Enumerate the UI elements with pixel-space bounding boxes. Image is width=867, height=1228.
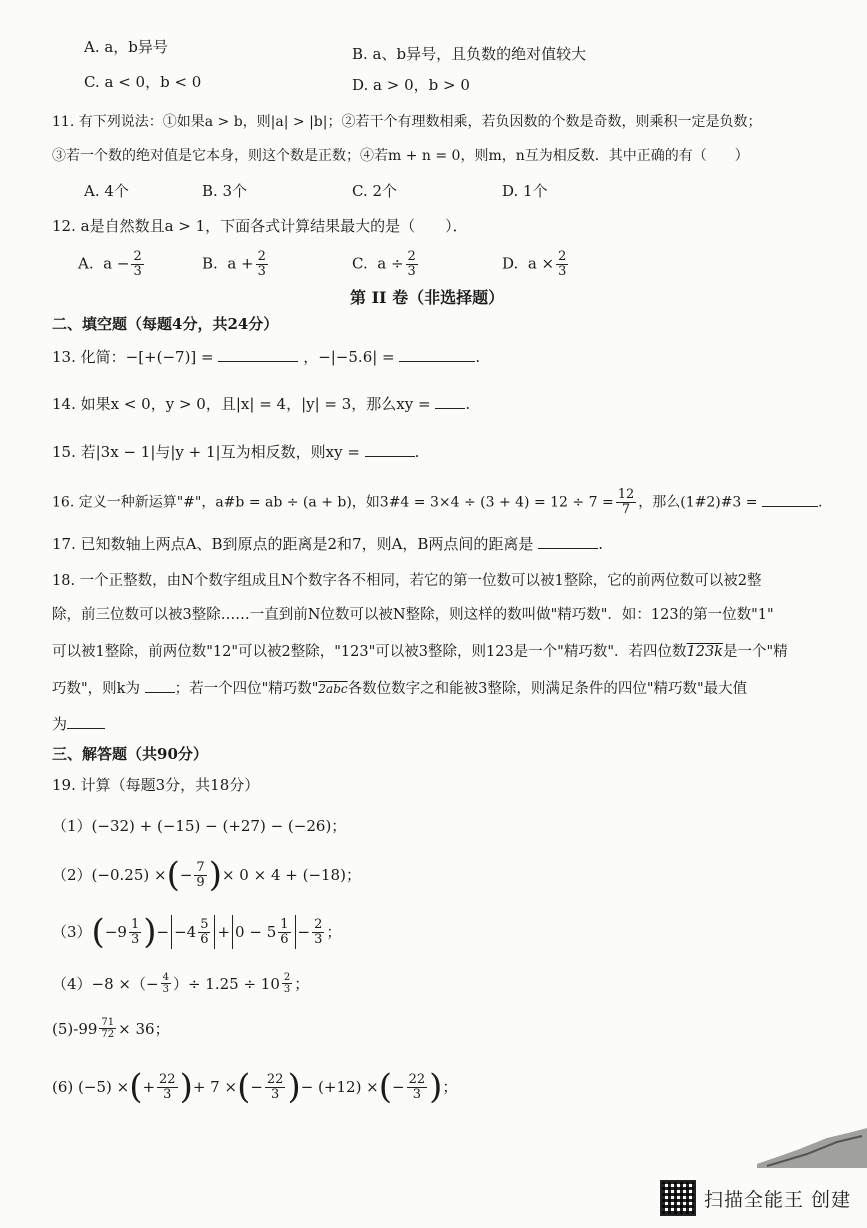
q15-answer-blank[interactable] [365,442,415,457]
qr-code-icon [660,1180,696,1216]
q11-line1: 11. 有下列说法：①如果a > b，则|a| > |b|；②若干个有理数相乘，若负因数的个数是奇数，则乘积一定是负数； [52,114,762,130]
q17-answer-blank[interactable] [538,534,598,549]
q18-line3: 可以被1整除，前两位数"12"可以被2整除，"123"可以被3整除，则123是一个"精巧数"．若四位数123k是一个"精 [52,644,788,660]
q16-answer-blank[interactable] [762,492,818,507]
q11-option-b: B. 3个 [202,182,248,200]
q13-answer-blank-2[interactable] [399,347,475,362]
q18-line4: 巧数"，则k为 ；若一个四位"精巧数"2abc各数位数字之和能被3整除，则满足条件的四位"精巧数"最大值 [52,678,747,700]
q17: 17. 已知数轴上两点A、B到原点的距离是2和7，则A，B两点间的距离是 . [52,535,603,553]
section3-heading: 三、解答题（共90分） [52,745,208,763]
q11-option-a: A. 4个 [84,182,129,200]
q10-option-d: D. a > 0，b > 0 [352,76,470,94]
scan-smudge [757,1128,867,1168]
q13: 13. 化简：−[+(−7)] = ，−|−5.6| = . [52,348,481,366]
q12-option-b: B. a + $\frac{2}{3}$ [202,249,266,279]
section2-heading: 二、填空题（每题4分，共24分） [52,315,279,333]
part2-title: 第 II 卷（非选择题） [350,288,505,307]
q15: 15. 若|3x − 1|与|y + 1|互为相反数，则xy = . [52,443,420,461]
q10-option-b: B. a、b异号，且负数的绝对值较大 [352,45,587,63]
q10-option-a: A. a，b异号 [84,38,168,56]
q14-answer-blank[interactable] [435,394,465,409]
q19-part3: （3） ( −9 $\frac{1}{3}$ ) − −4 $\frac{5}{6}$ + 0 − 5 $\frac{1}{6}$ − $\frac{2}{3}$ ； [52,912,342,952]
q11-option-c: C. 2个 [352,182,398,200]
q11-line2: ③若一个数的绝对值是它本身，则这个数是正数；④若m + n = 0，则m，n互为相反数．其中正确的有（ ） [52,148,749,164]
q12-option-a: A. a − $\frac{2}{3}$ [78,249,142,279]
q12-option-c: C. a ÷ $\frac{2}{3}$ [352,249,416,279]
q16: 16. 定义一种新运算"#"，a#b = ab ÷ (a + b)，如3#4 = 3×4 ÷ (3 + 4) = 12 ÷ 7 = $\frac{12}{7}$ ，那么(1#2)#3 = . [52,487,823,517]
q18-line1: 18. 一个正整数，由N个数字组成且N个数字各不相同，若它的第一位数可以被1整除，它的前两位数可以被2整 [52,573,762,589]
q19-part2: （2）(−0.25) × ( − $\frac{7}{9}$ ) × 0 × 4 + (−18)； [52,855,361,895]
q13-answer-blank-1[interactable] [218,347,298,362]
q14: 14. 如果x < 0，y > 0，且|x| = 4，|y| = 3，那么xy = . [52,395,471,413]
q19-part6: (6) (−5) × ( + $\frac{22}{3}$ ) + 7 × ( − $\frac{22}{3}$ ) − (+12) × ( − $\frac{22}{3}$ ) ； [52,1067,458,1107]
q12-stem: 12. a是自然数且a > 1，下面各式计算结果最大的是（ ）． [52,217,468,235]
q18-line5: 为 [52,713,105,735]
q12-option-d: D. a × $\frac{2}{3}$ [502,249,567,279]
q19-part4: （4）−8 ×（− $\frac{4}{3}$ ）÷ 1.25 ÷ 10 $\frac{2}{3}$ ； [52,972,310,995]
q18-line2: 除，前三位数可以被3整除……一直到前N位数可以被N整除，则这样的数叫做"精巧数"．如：123的第一位数"1" [52,607,774,623]
q10-option-c: C. a < 0，b < 0 [84,73,202,91]
scanner-watermark [660,1180,851,1216]
q18-answer-blank-1[interactable] [145,678,175,693]
q19-part5: (5)-99 $\frac{71}{72}$ × 36； [52,1017,170,1040]
q11-option-d: D. 1个 [502,182,548,200]
q18-answer-blank-2[interactable] [67,714,105,729]
q19-part1: （1）(−32) + (−15) − (+27) − (−26)； [52,817,347,835]
watermark-text: 扫描全能王 创建 [703,1188,851,1211]
q19-title: 19. 计算（每题3分，共18分） [52,776,260,794]
